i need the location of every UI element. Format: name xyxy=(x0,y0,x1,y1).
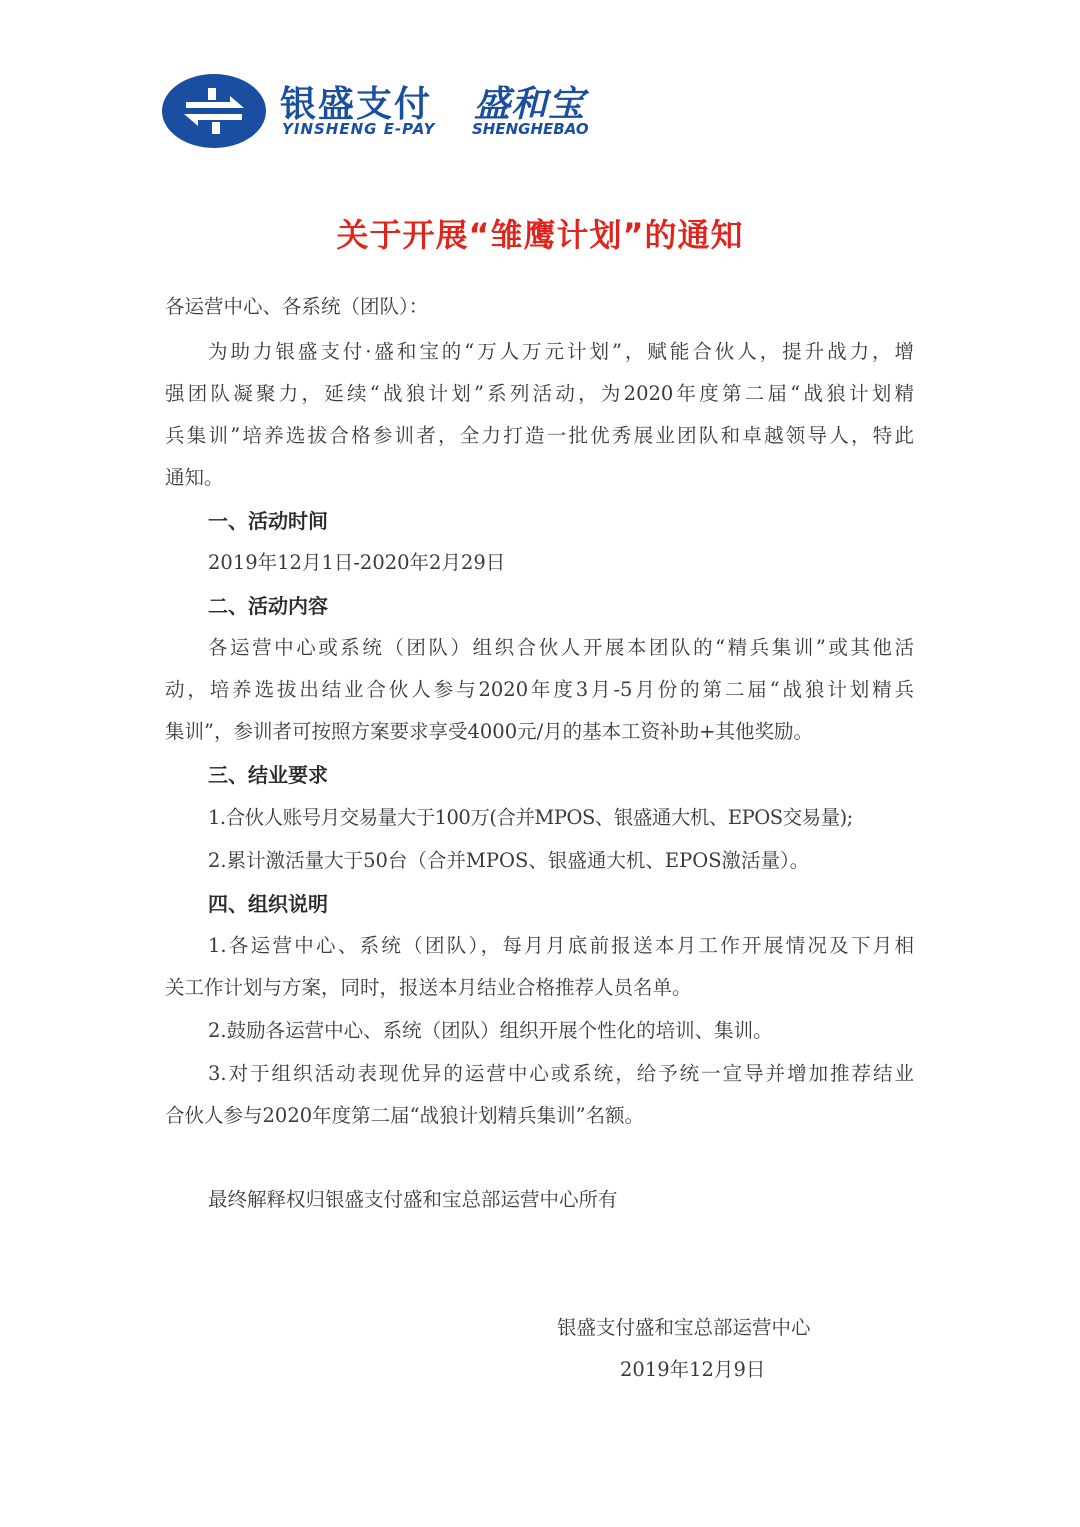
section-content-line-3: 集训”，参训者可按照方案要求享受4000元/月的基本工资补助+其他奖励。 xyxy=(165,720,814,743)
section-content-line-1: 各运营中心或系统（团队）组织合伙人开展本团队的“精兵集训”或其他活 xyxy=(208,636,914,659)
intro-line-1: 为助力银盛支付·盛和宝的“万人万元计划”，赋能合伙人，提升战力，增 xyxy=(208,340,914,363)
section-org-line-4: 3.对于组织活动表现优异的运营中心或系统，给予统一宣导并增加推荐结业 xyxy=(208,1062,914,1085)
section-org-heading: 四、组织说明 xyxy=(208,892,328,916)
intro-line-2: 强团队凝聚力，延续“战狼计划”系列活动，为2020年度第二届“战狼计划精 xyxy=(165,382,914,405)
intro-line-3: 兵集训”培养选拔合格参训者，全力打造一批优秀展业团队和卓越领导人，特此 xyxy=(165,424,914,447)
brand-name-cn: 银盛支付 xyxy=(280,84,433,125)
product-name-cn: 盛和宝 xyxy=(474,84,586,125)
section-org-line-2: 关工作计划与方案，同时，报送本月结业合格推荐人员名单。 xyxy=(165,976,692,999)
section-time-heading: 一、活动时间 xyxy=(208,509,328,533)
section-content-line-2: 动，培养选拔出结业合伙人参与2020年度3月-5月份的第二届“战狼计划精兵 xyxy=(165,678,914,701)
intro-line-4: 通知。 xyxy=(165,466,224,489)
salutation: 各运营中心、各系统（团队）： xyxy=(165,295,429,318)
signature-org: 银盛支付盛和宝总部运营中心 xyxy=(557,1316,811,1339)
section-org-line-5: 合伙人参与2020年度第二届“战狼计划精兵集训”名额。 xyxy=(165,1104,645,1127)
section-requirements-line-1: 1.合伙人账号月交易量大于100万(合并MPOS、银盛通大机、EPOS交易量); xyxy=(208,806,853,829)
section-requirements-line-2: 2.累计激活量大于50台（合并MPOS、银盛通大机、EPOS激活量）。 xyxy=(208,849,810,872)
section-org-line-1: 1.各运营中心、系统（团队），每月月底前报送本月工作开展情况及下月相 xyxy=(208,934,914,957)
brand-name-en: YINSHENG E-PAY xyxy=(282,120,436,138)
yinsheng-logo-icon xyxy=(160,72,268,150)
product-name-en: SHENGHEBAO xyxy=(472,120,589,138)
footer-note: 最终解释权归银盛支付盛和宝总部运营中心所有 xyxy=(208,1188,618,1211)
section-org-line-3: 2.鼓励各运营中心、系统（团队）组织开展个性化的培训、集训。 xyxy=(208,1019,773,1042)
signature-date: 2019年12月9日 xyxy=(620,1358,766,1381)
section-time-line: 2019年12月1日-2020年2月29日 xyxy=(208,551,506,574)
notice-title: 关于开展“雏鹰计划”的通知 xyxy=(336,216,744,254)
section-content-heading: 二、活动内容 xyxy=(208,594,328,618)
header-logo xyxy=(160,72,600,152)
section-requirements-heading: 三、结业要求 xyxy=(208,763,328,787)
